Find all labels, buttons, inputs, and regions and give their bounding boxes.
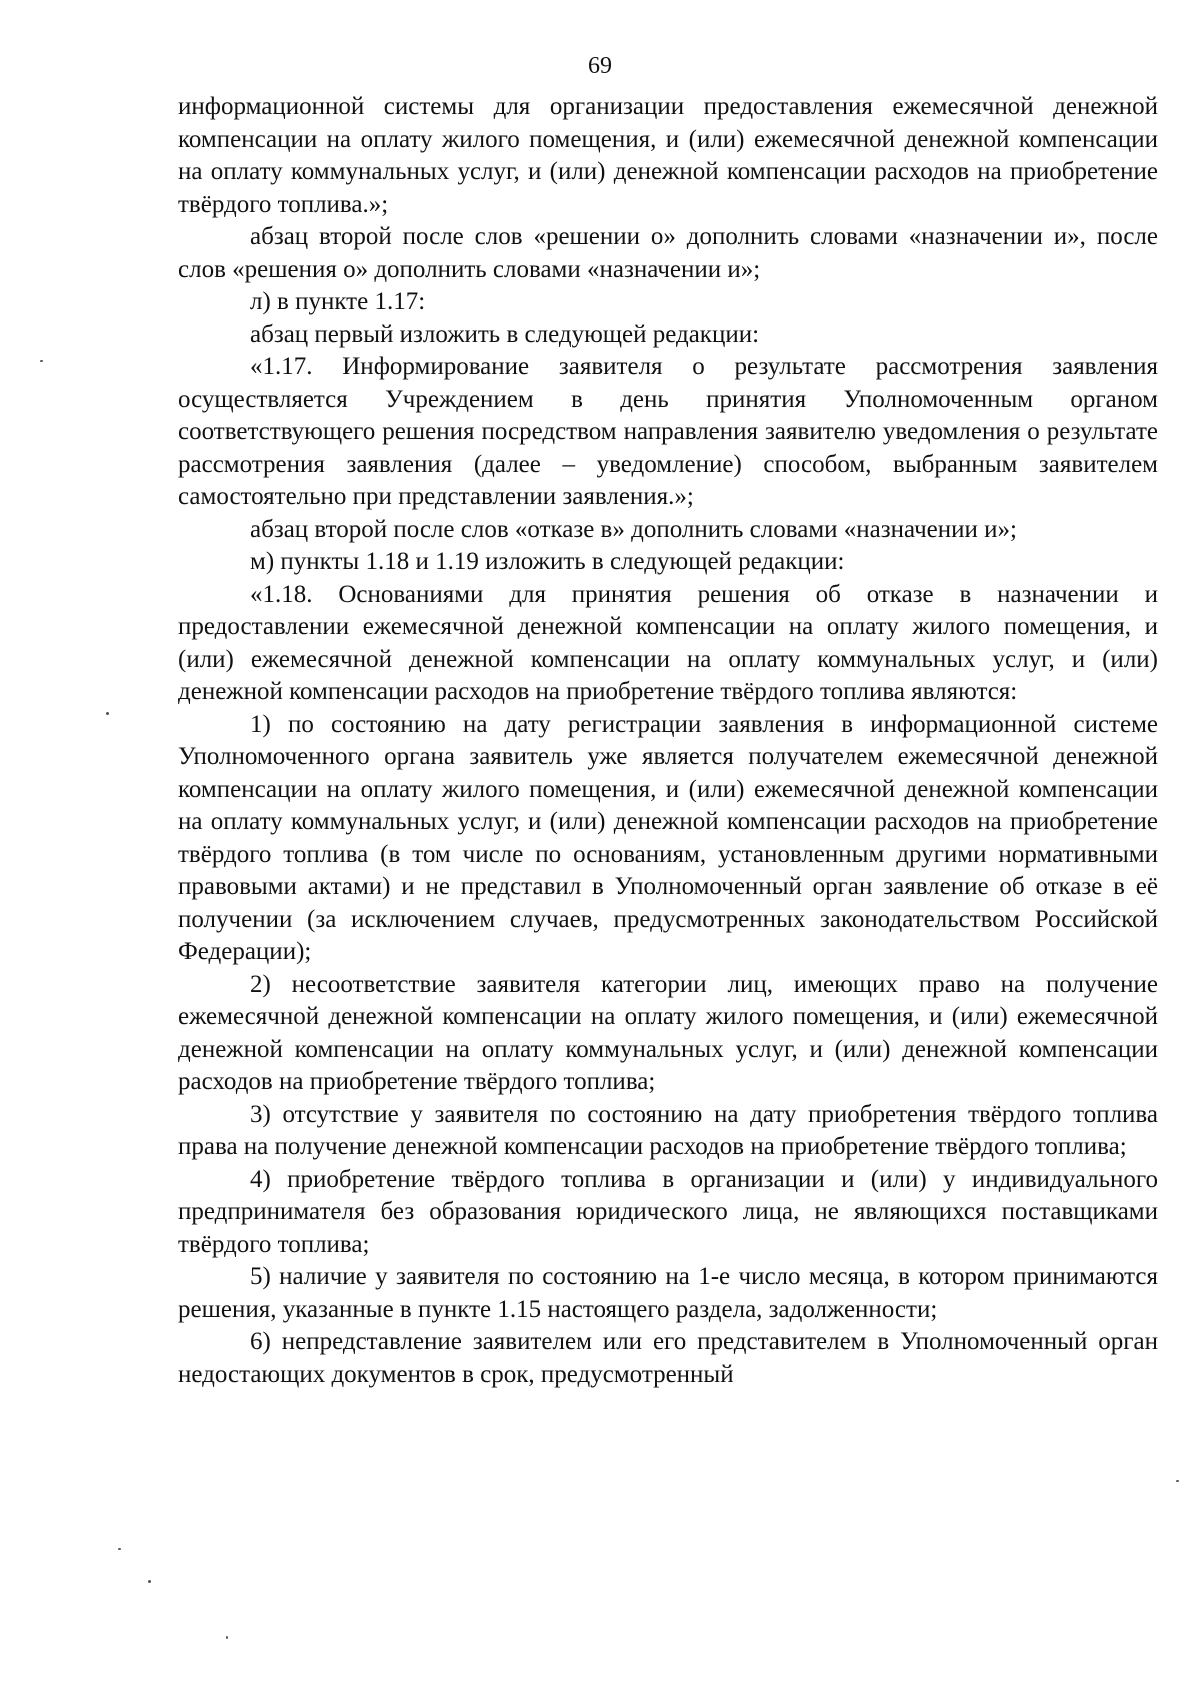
paragraph: 2) несоответствие заявителя категории лиц, имеющих право на получение ежемесячной денежной компенсации на оплату жилого помещения, и (или) ежемесячной денежной компенсации на оплату коммунальных услуг, и (или) денежной компенсации расходов на приобретение твёрдого топлива; — [178, 970, 1158, 1095]
paragraph: л) в пункте 1.17: — [250, 288, 426, 315]
paragraph: м) пункты 1.18 и 1.19 изложить в следующей редакции: — [250, 548, 845, 575]
paragraph: абзац второй после слов «отказе в» дополнить словами «назначении и»; — [250, 515, 1017, 543]
paragraph: 6) непредставление заявителем или его представителем в Уполномоченный орган недостающих документов в срок, предусмотренный — [178, 1328, 1158, 1388]
scan-speck — [226, 1636, 228, 1639]
paragraph: 5) наличие у заявителя по состоянию на 1-е число месяца, в котором принимаются решения, указанные в пункте 1.15 настоящего раздела, задолженности; — [178, 1263, 1158, 1323]
scan-speck — [106, 712, 109, 715]
paragraph: 3) отсутствие у заявителя по состоянию на дату приобретения твёрдого топлива права на получение денежной компенсации расходов на приобретение твёрдого топлива; — [178, 1100, 1158, 1160]
scan-speck — [148, 1580, 151, 1583]
paragraph: 4) приобретение твёрдого топлива в организации и (или) у индивидуального предпринимателя без образования юридического лица, не являющихся поставщиками твёрдого топлива; — [178, 1165, 1158, 1258]
paragraph: абзац второй после слов «решении о» дополнить словами «назначении и», после слов «решения о» дополнить словами «назначении и»; — [178, 223, 1158, 283]
paragraph: абзац первый изложить в следующей редакции: — [250, 320, 760, 348]
scan-speck — [40, 360, 43, 362]
paragraph: «1.18. Основаниями для принятия решения об отказе в назначении и предоставлении ежемесячной денежной компенсации на оплату жилого помещения, и (или) ежемесячной денежной компенсации на оплату коммунальных услуг, и (или) денежной компенсации расходов на приобретение твёрдого топлива являются: — [178, 580, 1158, 705]
scan-speck — [118, 1548, 121, 1550]
scan-speck — [1176, 1480, 1179, 1482]
paragraph: информационной системы для организации предоставления ежемесячной денежной компенсации на оплату жилого помещения, и (или) ежемесячной денежной компенсации на оплату коммунальных услуг, и (или) денежной компенсации расходов на приобретение твёрдого топлива.»; — [178, 93, 1158, 218]
page-number: 69 — [588, 53, 612, 79]
paragraph: «1.17. Информирование заявителя о результате рассмотрения заявления осуществляется Учреждением в день принятия Уполномоченным органом соответствующего решения посредством направления заявителю уведомления о результате рассмотрения заявления (далее – уведомление) способом, выбранным заявителем самостоятельно при представлении заявления.»; — [178, 353, 1158, 510]
paragraph: 1) по состоянию на дату регистрации заявления в информационной системе Уполномоченного органа заявитель уже является получателем ежемесячной денежной компенсации на оплату жилого помещения, и (или) ежемесячной денежной компенсации на оплату коммунальных услуг, и (или) денежной компенсации расходов на приобретение твёрдого топлива (в том числе по основаниям, установленным другими нормативными правовыми актами) и не представил в Уполномоченный орган заявление об отказе в её получении (за исключением случаев, предусмотренных законодательством Российской Федерации); — [178, 710, 1158, 965]
document-body — [178, 91, 1158, 1391]
